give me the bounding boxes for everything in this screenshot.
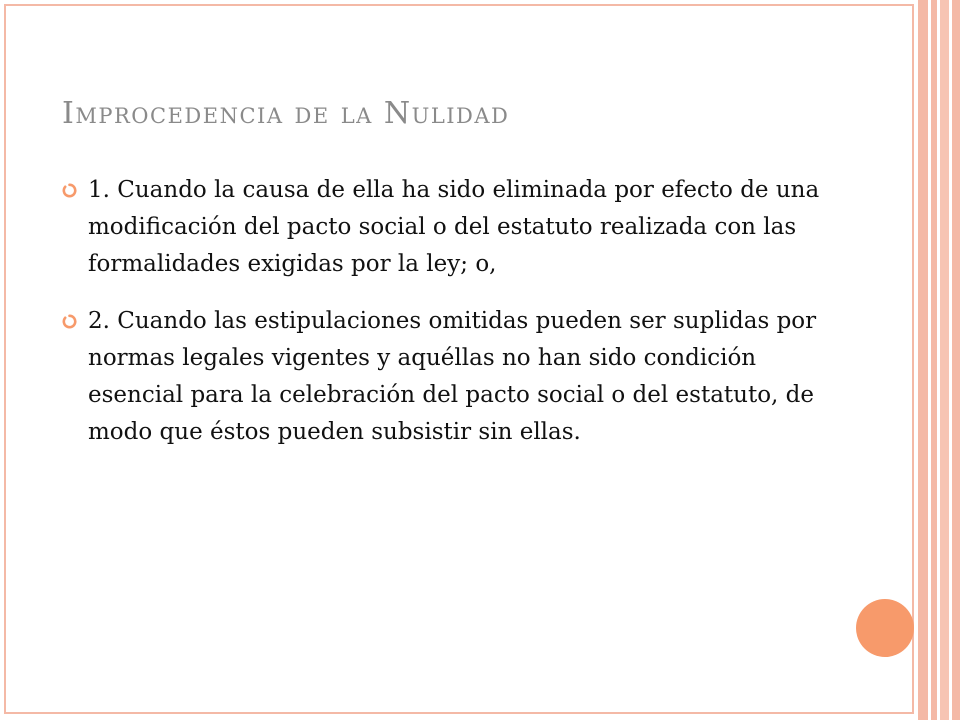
decorative-side-stripes (918, 0, 960, 720)
open-circle-icon (62, 314, 77, 329)
list-item (62, 303, 832, 451)
decorative-orange-circle (856, 599, 914, 657)
bullet-text: 1. Cuando la causa de ella ha sido eliminada por efecto de una modificación del pacto social o del estatuto realizada con las formalidades exigidas por la ley; o, (88, 177, 820, 277)
open-circle-icon (62, 183, 77, 198)
bullet-text: 2. Cuando las estipulaciones omitidas pueden ser suplidas por normas legales vigentes y aquéllas no han sido condición esencial para la celebración del pacto social o del estatuto, de modo que éstos pueden subsistir sin ellas. (88, 308, 817, 445)
bullet-list (62, 172, 832, 471)
list-item (62, 172, 832, 283)
slide-title: Improcedencia de la Nulidad (62, 96, 510, 131)
